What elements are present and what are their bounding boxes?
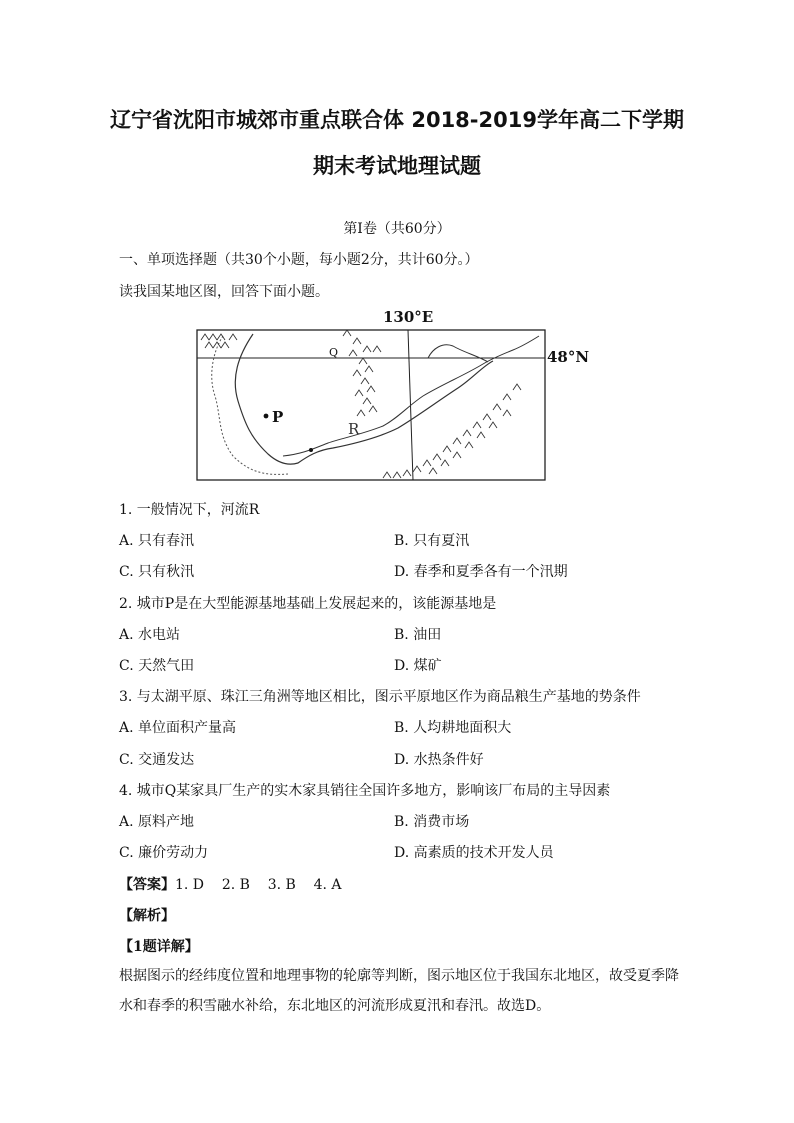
question-1-option-b: B. 只有夏汛 xyxy=(394,533,470,549)
question-1-option-a: A. 只有春汛 xyxy=(119,533,195,549)
answer-label: 【答案】 xyxy=(119,877,175,893)
label-p: P xyxy=(272,408,284,426)
question-2-option-b: B. 油田 xyxy=(394,627,442,643)
question-4-option-b: B. 消费市场 xyxy=(394,814,470,830)
question-2-stem: 2. 城市P是在大型能源基地基础上发展起来的，该能源基地是 xyxy=(119,596,497,612)
question-3-option-c: C. 交通发达 xyxy=(119,752,195,768)
question-4-stem: 4. 城市Q某家具厂生产的实木家具销往全国许多地方，影响该厂布局的主导因素 xyxy=(119,783,611,799)
answer-line xyxy=(119,874,342,894)
document-title-line2: 期末考试地理试题 xyxy=(313,154,481,178)
question-3-option-b: B. 人均耕地面积大 xyxy=(394,720,512,736)
answer-text: 1. D 2. B 3. B 4. A xyxy=(175,877,342,893)
analysis-label: 【解析】 xyxy=(119,908,175,924)
longitude-label: 130°E xyxy=(383,308,434,326)
section-instructions: 一、单项选择题（共30个小题，每小题2分，共计60分。） xyxy=(119,252,479,268)
latitude-label: 48°N xyxy=(547,348,590,366)
analysis-text: 根据图示的经纬度位置和地理事物的轮廓等判断，图示地区位于我国东北地区，故受夏季降水和春季的积雪融水补给，东北地区的河流形成夏汛和春汛。故选D。 xyxy=(119,968,679,1014)
label-q: Q xyxy=(329,346,339,359)
question-4-option-d: D. 高素质的技术开发人员 xyxy=(394,845,554,861)
question-1-option-c: C. 只有秋汛 xyxy=(119,564,195,580)
question-2-option-d: D. 煤矿 xyxy=(394,658,442,674)
analysis-sub-label: 【1题详解】 xyxy=(119,939,199,955)
question-2-option-c: C. 天然气田 xyxy=(119,658,195,674)
document-title-line1: 辽宁省沈阳市城郊市重点联合体 2018-2019学年高二下学期 xyxy=(110,108,684,132)
part-heading: 第Ⅰ卷（共60分） xyxy=(343,221,451,237)
map-prompt: 读我国某地区图，回答下面小题。 xyxy=(119,284,329,300)
question-3-option-a: A. 单位面积产量高 xyxy=(119,720,237,736)
question-4-option-a: A. 原料产地 xyxy=(119,814,195,830)
region-map xyxy=(193,306,590,484)
question-1-stem: 1. 一般情况下，河流R xyxy=(119,502,260,518)
question-3-stem: 3. 与太湖平原、珠江三角洲等地区相比，图示平原地区作为商品粮生产基地的势条件 xyxy=(119,689,641,705)
question-3-option-d: D. 水热条件好 xyxy=(394,752,484,768)
question-2-option-a: A. 水电站 xyxy=(119,627,181,643)
question-4-option-c: C. 廉价劳动力 xyxy=(119,845,209,861)
question-1-option-d: D. 春季和夏季各有一个汛期 xyxy=(394,564,568,580)
label-r: R xyxy=(348,420,360,438)
